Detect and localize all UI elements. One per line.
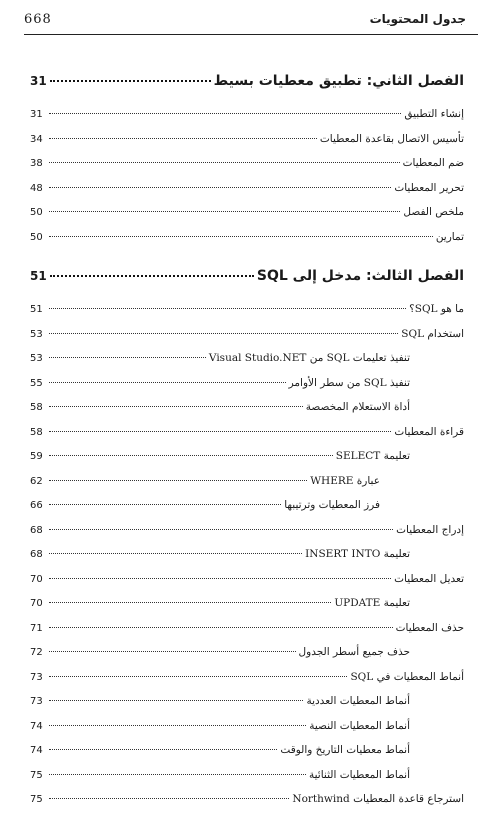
toc-entry[interactable] (30, 151, 464, 176)
toc-entry[interactable] (30, 444, 464, 469)
toc-chapter-heading[interactable] (30, 261, 464, 291)
toc-entry-page-number: 72 (30, 647, 43, 658)
toc-entry-label: أنماط المعطيات النصية (309, 719, 410, 732)
dot-leader (49, 162, 400, 163)
toc-entry-label: تأسيس الاتصال بقاعدة المعطيات (319, 132, 464, 145)
toc-entry-page-number: 73 (30, 696, 43, 707)
dot-leader (49, 308, 406, 309)
toc-entry-label: تعليمة UPDATE (334, 597, 410, 609)
toc-entry-label: أنماط المعطيات العددية (306, 695, 410, 707)
toc-entry-page-number: 59 (30, 451, 43, 462)
toc-entry-page-number: 53 (30, 328, 43, 340)
toc-entry[interactable] (30, 395, 464, 420)
toc-entry[interactable] (30, 787, 464, 812)
toc-entry-label: تنفيذ SQL من سطر الأوامر (288, 376, 410, 389)
dot-leader (49, 406, 303, 407)
toc-entry-page-number: 74 (30, 720, 43, 732)
dot-leader (49, 602, 331, 603)
dot-leader (49, 700, 303, 701)
dot-leader (49, 504, 281, 505)
toc-entry-label: تعليمة INSERT INTO (305, 548, 410, 560)
chapter-page-number: 31 (30, 74, 47, 88)
dot-leader (49, 553, 302, 554)
toc-entry-page-number: 75 (30, 794, 43, 805)
toc-entry[interactable] (30, 469, 464, 494)
dot-leader (49, 382, 286, 383)
dot-leader (49, 455, 333, 456)
toc-entry-label: حذف جميع أسطر الجدول (298, 646, 410, 658)
toc-entry[interactable] (30, 518, 464, 543)
toc-entry-label: ملخص الفصل (403, 206, 464, 218)
page-header (24, 12, 466, 32)
dot-leader (49, 113, 401, 114)
toc-entry[interactable] (30, 346, 464, 371)
toc-entry-label: استرجاع قاعدة المعطيات Northwind (292, 793, 464, 805)
toc-entry-label: ما هو SQL؟ (409, 303, 464, 315)
toc-entry-page-number: 73 (30, 671, 43, 683)
dot-leader (49, 357, 206, 358)
toc-entry-label: أداة الاستعلام المخصصة (305, 401, 410, 413)
toc-entry-page-number: 70 (30, 598, 43, 609)
toc-entry-label: فرز المعطيات وترتيبها (284, 499, 380, 511)
toc-entry-page-number: 58 (30, 402, 43, 413)
toc-entry-page-number: 51 (30, 304, 43, 315)
toc-entry[interactable] (30, 297, 464, 322)
toc-entry[interactable] (30, 640, 464, 665)
toc-entry-page-number: 68 (30, 524, 43, 536)
toc-entry[interactable] (30, 176, 464, 201)
header-divider (24, 34, 478, 35)
dot-leader (49, 627, 393, 628)
toc-entry-page-number: 50 (30, 207, 43, 218)
toc-entry-page-number: 48 (30, 182, 43, 194)
toc-entry-page-number: 55 (30, 377, 43, 389)
dot-leader (49, 676, 347, 677)
dot-leader (49, 529, 393, 530)
toc-entry[interactable] (30, 738, 464, 763)
toc-entry[interactable] (30, 567, 464, 592)
dot-leader (49, 798, 289, 799)
toc-entry[interactable] (30, 493, 464, 518)
dot-leader (49, 138, 317, 139)
toc-entry-label: أنماط معطيات التاريخ والوقت (280, 744, 410, 756)
toc-entry-label: تنفيذ تعليمات SQL من Visual Studio.NET (208, 352, 410, 364)
page-number: 668 (24, 12, 52, 27)
toc-entry[interactable] (30, 542, 464, 567)
dot-leader (49, 749, 277, 750)
toc-entry[interactable] (30, 689, 464, 714)
toc-entry[interactable] (30, 200, 464, 225)
toc-entry-label: ضم المعطيات (402, 157, 464, 169)
toc-entry-label: عبارة WHERE (310, 474, 380, 487)
toc-entry-label: تحرير المعطيات (394, 181, 464, 194)
toc-entry-page-number: 71 (30, 622, 43, 634)
toc-entry[interactable] (30, 420, 464, 445)
table-of-contents (30, 66, 464, 812)
dot-leader (49, 578, 391, 579)
toc-entry-page-number: 58 (30, 426, 43, 438)
dot-leader (49, 725, 306, 726)
toc-entry-label: تعديل المعطيات (394, 572, 464, 585)
dot-leader (49, 480, 307, 481)
toc-entry-page-number: 66 (30, 500, 43, 511)
chapter-title: الفصل الثالث: مدخل إلى SQL (256, 268, 464, 284)
toc-entry-label: تمارين (435, 230, 464, 243)
toc-chapter-heading[interactable] (30, 66, 464, 96)
dot-leader (49, 211, 400, 212)
toc-entry[interactable] (30, 665, 464, 690)
dot-leader (50, 275, 254, 277)
toc-entry[interactable] (30, 225, 464, 250)
dot-leader (49, 187, 391, 188)
toc-entry-label: استخدام SQL (401, 327, 464, 340)
toc-entry[interactable] (30, 102, 464, 127)
toc-entry[interactable] (30, 714, 464, 739)
toc-entry-page-number: 50 (30, 231, 43, 243)
toc-entry[interactable] (30, 763, 464, 788)
dot-leader (49, 333, 398, 334)
toc-entry-label: تعليمة SELECT (335, 450, 410, 462)
chapter3-entries (30, 297, 464, 812)
toc-entry-label: إنشاء التطبيق (404, 108, 464, 120)
chapter-title: الفصل الثاني: تطبيق معطيات بسيط (213, 73, 464, 89)
toc-entry-label: قراءة المعطيات (394, 425, 464, 438)
toc-entry[interactable] (30, 616, 464, 641)
toc-entry-page-number: 70 (30, 573, 43, 585)
toc-entry-page-number: 38 (30, 158, 43, 169)
running-title: جدول المحتويات (369, 12, 466, 26)
dot-leader (49, 651, 296, 652)
toc-entry-page-number: 53 (30, 353, 43, 364)
dot-leader (49, 431, 391, 432)
chapter2-entries (30, 102, 464, 249)
dot-leader (49, 774, 306, 775)
chapter-page-number: 51 (30, 269, 47, 283)
toc-entry-label: أنماط المعطيات الثنائية (309, 768, 410, 781)
toc-entry-page-number: 75 (30, 769, 43, 781)
toc-entry-label: حذف المعطيات (395, 621, 464, 634)
toc-entry[interactable] (30, 371, 464, 396)
toc-entry-page-number: 74 (30, 745, 43, 756)
dot-leader (50, 80, 211, 82)
toc-entry-label: أنماط المعطيات في SQL (350, 670, 464, 683)
toc-entry-page-number: 31 (30, 109, 43, 120)
toc-entry-page-number: 62 (30, 475, 43, 487)
toc-entry[interactable] (30, 127, 464, 152)
toc-entry-page-number: 68 (30, 549, 43, 560)
dot-leader (49, 236, 433, 237)
toc-entry[interactable] (30, 322, 464, 347)
toc-entry-page-number: 34 (30, 133, 43, 145)
toc-entry[interactable] (30, 591, 464, 616)
toc-entry-label: إدراج المعطيات (396, 523, 464, 536)
